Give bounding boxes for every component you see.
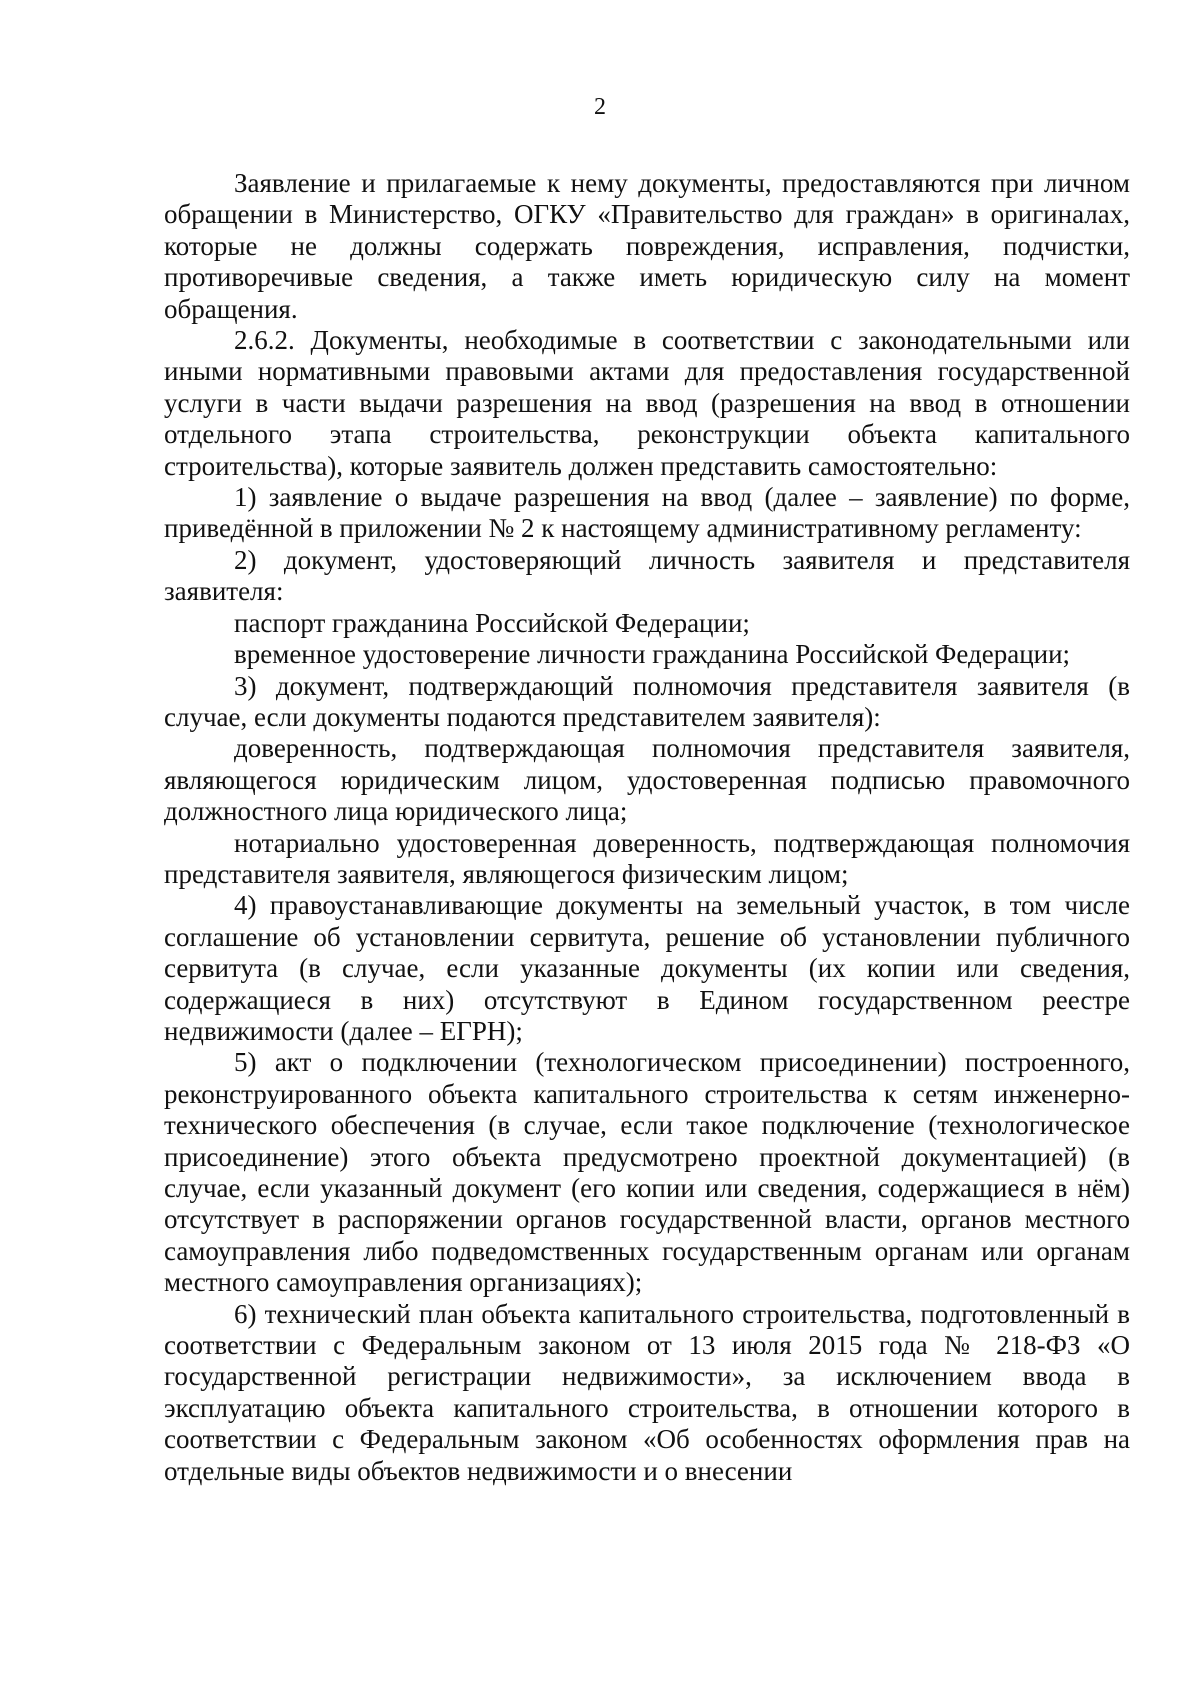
document-body <box>164 168 1130 1487</box>
list-item-1-application: 1) заявление о выдаче разрешения на ввод (далее – заявление) по форме, приведённой в приложении № 2 к настоящему административному регламенту: <box>164 482 1130 544</box>
list-item-5-connection-act: 5) акт о подключении (технологическом присоединении) построенного, реконструированного объекта капитального строительства к сетям инженерно-технического обеспечения (в случае, если такое подключение (технологическое присоединение) этого объекта предусмотрено проектной документацией) (в случае, если указанный документ (его копии или сведения, содержащиеся в нём) отсутствует в распоряжении органов государственной власти, органов местного самоуправления либо подведомственных государственным органам или органам местного самоуправления организациях); <box>164 1047 1130 1298</box>
paragraph-2-6-2: 2.6.2. Документы, необходимые в соответствии с законодательными или иными нормативными правовыми актами для предоставления государственной услуги в части выдачи разрешения на ввод (разрешения на ввод в отношении отдельного этапа строительства, реконструкции объекта капитального строительства), которые заявитель должен представить самостоятельно: <box>164 325 1130 481</box>
sub-item-legal-entity-poa: доверенность, подтверждающая полномочия представителя заявителя, являющегося юридическим лицом, удостоверенная подписью правомочного должностного лица юридического лица; <box>164 733 1130 827</box>
sub-item-temporary-id: временное удостоверение личности гражданина Российской Федерации; <box>234 639 1071 670</box>
sub-item-passport: паспорт гражданина Российской Федерации; <box>234 607 750 638</box>
list-item-6-technical-plan: 6) технический план объекта капитального строительства, подготовленный в соответствии с Федеральным законом от 13 июля 2015 года № 218-ФЗ «О государственной регистрации недвижимости», за исключением ввода в эксплуатацию объекта капитального строительства, в отношении которого в соответствии с Федеральным законом «Об особенностях оформления прав на отдельные виды объектов недвижимости и о внесении <box>164 1298 1130 1486</box>
paragraph-intro: Заявление и прилагаемые к нему документы, предоставляются при личном обращении в Министерство, ОГКУ «Правительство для граждан» в оригиналах, которые не должны содержать повреждения, исправления, подчистки, противоречивые сведения, а также иметь юридическую силу на момент обращения. <box>164 168 1130 324</box>
list-item-3-authority-document: 3) документ, подтверждающий полномочия представителя заявителя (в случае, если документы подаются представителем заявителя): <box>164 670 1130 732</box>
page-number: 2 <box>594 94 606 120</box>
sub-item-notarized-poa: нотариально удостоверенная доверенность, подтверждающая полномочия представителя заявителя, являющегося физическим лицом; <box>164 827 1130 889</box>
list-item-2-identity-document: 2) документ, удостоверяющий личность заявителя и представителя заявителя: <box>164 544 1130 607</box>
list-item-4-land-documents: 4) правоустанавливающие документы на земельный участок, в том числе соглашение об установлении сервитута, решение об установлении публичного сервитута (в случае, если указанные документы (их копии или сведения, содержащиеся в них) отсутствуют в Едином государственном реестре недвижимости (далее – ЕГРН); <box>164 890 1130 1046</box>
